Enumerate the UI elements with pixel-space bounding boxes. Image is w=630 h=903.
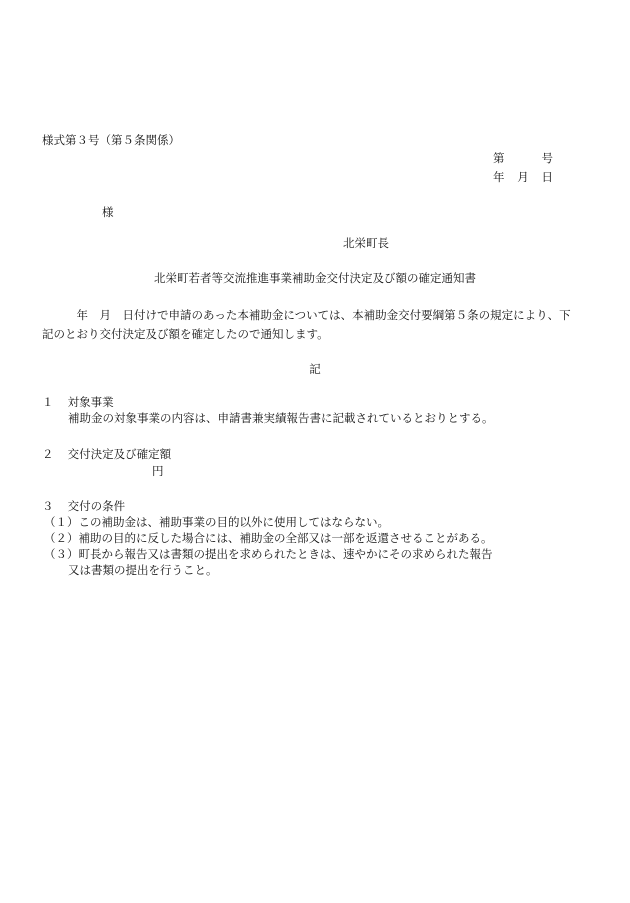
amount-unit: 円 xyxy=(152,464,164,478)
item-1-description: 補助金の対象事業の内容は、申請書兼実績報告書に記載されているとおりとする。 xyxy=(68,411,494,425)
item-1-heading xyxy=(42,394,114,411)
item-3-number: ３ xyxy=(42,499,54,513)
date-year: 年 xyxy=(493,170,505,184)
issuer: 北栄町長 xyxy=(343,236,389,250)
condition-1: （１）この補助金は、補助事業の目的以外に使用してはならない。 xyxy=(44,515,389,529)
ki-heading: 記 xyxy=(309,362,321,376)
document-date xyxy=(493,169,553,186)
document-number xyxy=(493,150,553,167)
date-month: 月 xyxy=(517,170,529,184)
document-title: 北栄町若者等交流推進事業補助金交付決定及び額の確定通知書 xyxy=(154,271,476,285)
item-3-heading xyxy=(42,498,125,515)
item-3-title: 交付の条件 xyxy=(67,499,126,513)
condition-3: （３）町長から報告又は書類の提出を求められたときは、速やかにその求められた報告 xyxy=(44,547,493,561)
item-1-number: １ xyxy=(42,395,54,409)
document-number-suffix: 号 xyxy=(541,151,553,165)
condition-3-continuation: 又は書類の提出を行うこと。 xyxy=(68,563,218,577)
item-1-title: 対象事業 xyxy=(67,395,114,409)
document-number-prefix: 第 xyxy=(493,151,505,165)
addressee: 様 xyxy=(102,205,114,219)
item-2-number: ２ xyxy=(42,447,54,461)
condition-2: （２）補助の目的に反した場合には、補助金の全部又は一部を返還させることがある。 xyxy=(44,531,493,545)
item-2-title: 交付決定及び確定額 xyxy=(67,447,172,461)
body-text: 年 月 日付けで申請のあった本補助金については、本補助金交付要綱第５条の規定により、下記のとおり交付決定及び額を確定したので通知します。 xyxy=(42,308,571,341)
date-day: 日 xyxy=(541,170,553,184)
item-2-heading xyxy=(42,446,171,463)
form-label: 様式第３号（第５条関係） xyxy=(42,133,180,147)
